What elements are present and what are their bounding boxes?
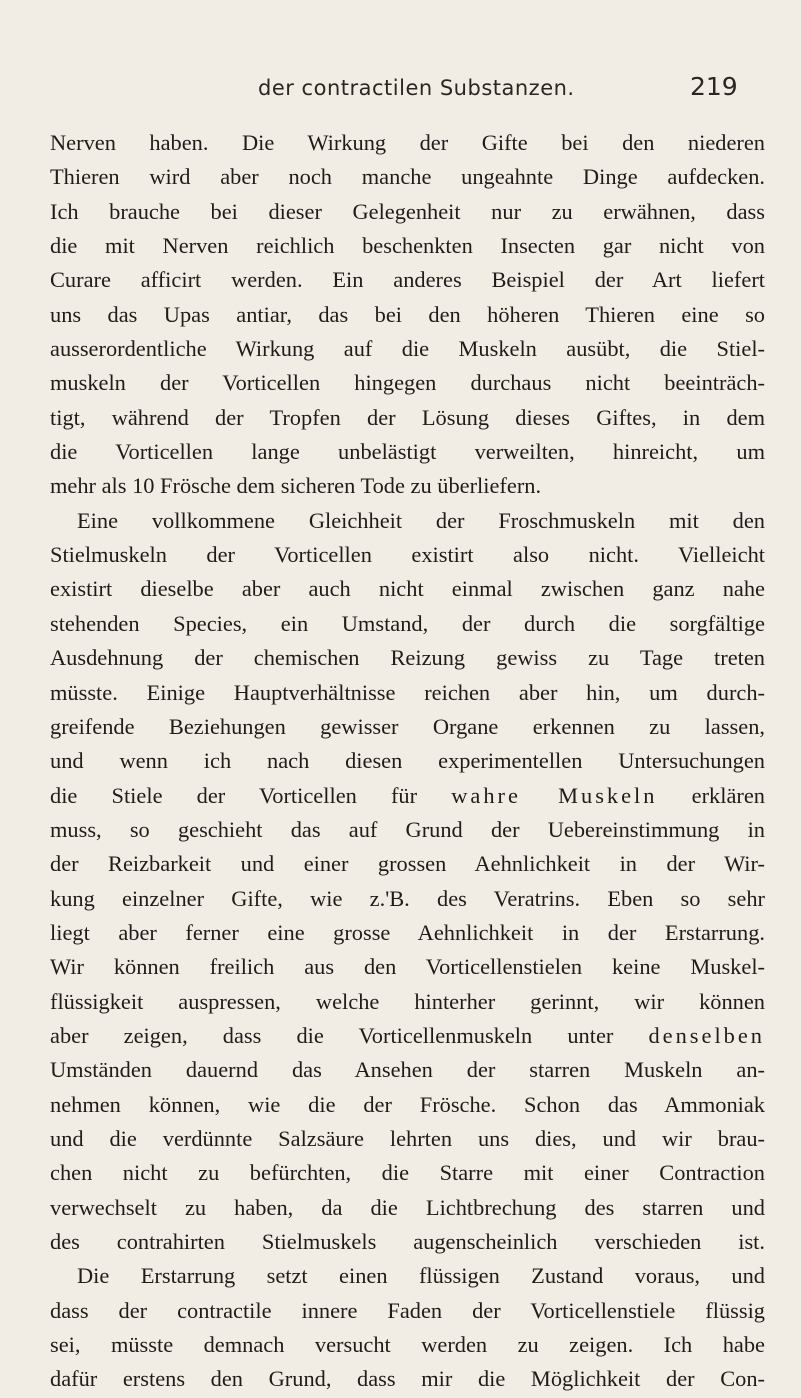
page-number: 219 bbox=[690, 72, 738, 101]
text-line: der Reizbarkeit und einer grossen Aehnlichkeit in der Wir- bbox=[50, 851, 765, 877]
text-line: kung einzelner Gifte, wie z.'B. des Veratrins. Eben so sehr bbox=[50, 885, 765, 911]
text-line: die mit Nerven reichlich beschenkten Insecten gar nicht von bbox=[50, 233, 765, 259]
text-line bbox=[50, 779, 765, 813]
text-line: Umständen dauernd das Ansehen der starren Muskeln an- bbox=[50, 1057, 765, 1083]
text-line: existirt dieselbe aber auch nicht einmal zwischen ganz nahe bbox=[50, 576, 765, 602]
emphasized-text: wahre Muskeln bbox=[451, 782, 658, 808]
text-line: greifende Beziehungen gewisser Organe erkennen zu lassen, bbox=[50, 713, 765, 739]
text-line: müsste. Einige Hauptverhältnisse reichen aber hin, um durch- bbox=[50, 679, 765, 705]
text-fragment: erklären bbox=[691, 782, 765, 808]
text-line: Ich brauche bei dieser Gelegenheit nur zu erwähnen, dass bbox=[50, 198, 765, 224]
text-line: flüssigkeit auspressen, welche hinterher gerinnt, wir können bbox=[50, 988, 765, 1014]
text-line: mehr als 10 Frösche dem sicheren Tode zu überliefern. bbox=[50, 473, 542, 499]
text-line: dass der contractile innere Faden der Vorticellenstiele flüssig bbox=[50, 1297, 765, 1323]
text-line: muskeln der Vorticellen hingegen durchaus nicht beeinträch- bbox=[50, 370, 765, 396]
running-title: der contractilen Substanzen. bbox=[258, 76, 575, 100]
text-line: Thieren wird aber noch manche ungeahnte Dinge aufdecken. bbox=[50, 164, 765, 190]
text-line: und wenn ich nach diesen experimentellen Untersuchungen bbox=[50, 748, 765, 774]
text-line: Nerven haben. Die Wirkung der Gifte bei den niederen bbox=[50, 130, 765, 155]
text-line: die Vorticellen lange unbelästigt verweilten, hinreicht, um bbox=[50, 439, 765, 465]
text-line: stehenden Species, ein Umstand, der durch die sorgfältige bbox=[50, 610, 765, 636]
text-fragment: die Stiele der Vorticellen für bbox=[50, 782, 418, 808]
text-line: Ausdehnung der chemischen Reizung gewiss zu Tage treten bbox=[50, 645, 765, 671]
body-text bbox=[50, 126, 765, 1397]
text-line: Stielmuskeln der Vorticellen existirt also nicht. Vielleicht bbox=[50, 542, 765, 568]
text-line: Wir können freilich aus den Vorticellenstielen keine Muskel- bbox=[50, 954, 765, 980]
text-line: Curare afficirt werden. Ein anderes Beispiel der Art liefert bbox=[50, 267, 765, 293]
text-fragment: aber zeigen, dass die Vorticellenmuskeln unter bbox=[50, 1022, 614, 1048]
page-header bbox=[0, 72, 801, 112]
text-line: uns das Upas antiar, das bei den höheren Thieren eine so bbox=[50, 301, 765, 327]
text-line: des contrahirten Stielmuskels augenscheinlich verschieden ist. bbox=[50, 1229, 765, 1254]
text-line: ausserordentliche Wirkung auf die Muskeln ausübt, die Stiel- bbox=[50, 336, 765, 362]
text-line: tigt, während der Tropfen der Lösung dieses Giftes, in dem bbox=[50, 404, 765, 430]
text-line bbox=[50, 1019, 765, 1053]
text-line: Die Erstarrung setzt einen flüssigen Zustand voraus, und bbox=[77, 1263, 765, 1289]
text-line: Eine vollkommene Gleichheit der Froschmuskeln mit den bbox=[77, 507, 765, 533]
text-line: dafür erstens den Grund, dass mir die Möglichkeit der Con- bbox=[50, 1366, 765, 1392]
text-line: verwechselt zu haben, da die Lichtbrechung des starren und bbox=[50, 1194, 765, 1220]
text-line: liegt aber ferner eine grosse Aehnlichkeit in der Erstarrung. bbox=[50, 919, 765, 945]
emphasized-text: denselben bbox=[648, 1022, 765, 1048]
text-line: chen nicht zu befürchten, die Starre mit einer Contraction bbox=[50, 1160, 765, 1186]
text-line: muss, so geschieht das auf Grund der Uebereinstimmung in bbox=[50, 816, 765, 842]
text-line: nehmen können, wie die der Frösche. Schon das Ammoniak bbox=[50, 1091, 765, 1117]
text-line: und die verdünnte Salzsäure lehrten uns dies, und wir brau- bbox=[50, 1125, 765, 1151]
text-line: sei, müsste demnach versucht werden zu zeigen. Ich habe bbox=[50, 1332, 765, 1358]
